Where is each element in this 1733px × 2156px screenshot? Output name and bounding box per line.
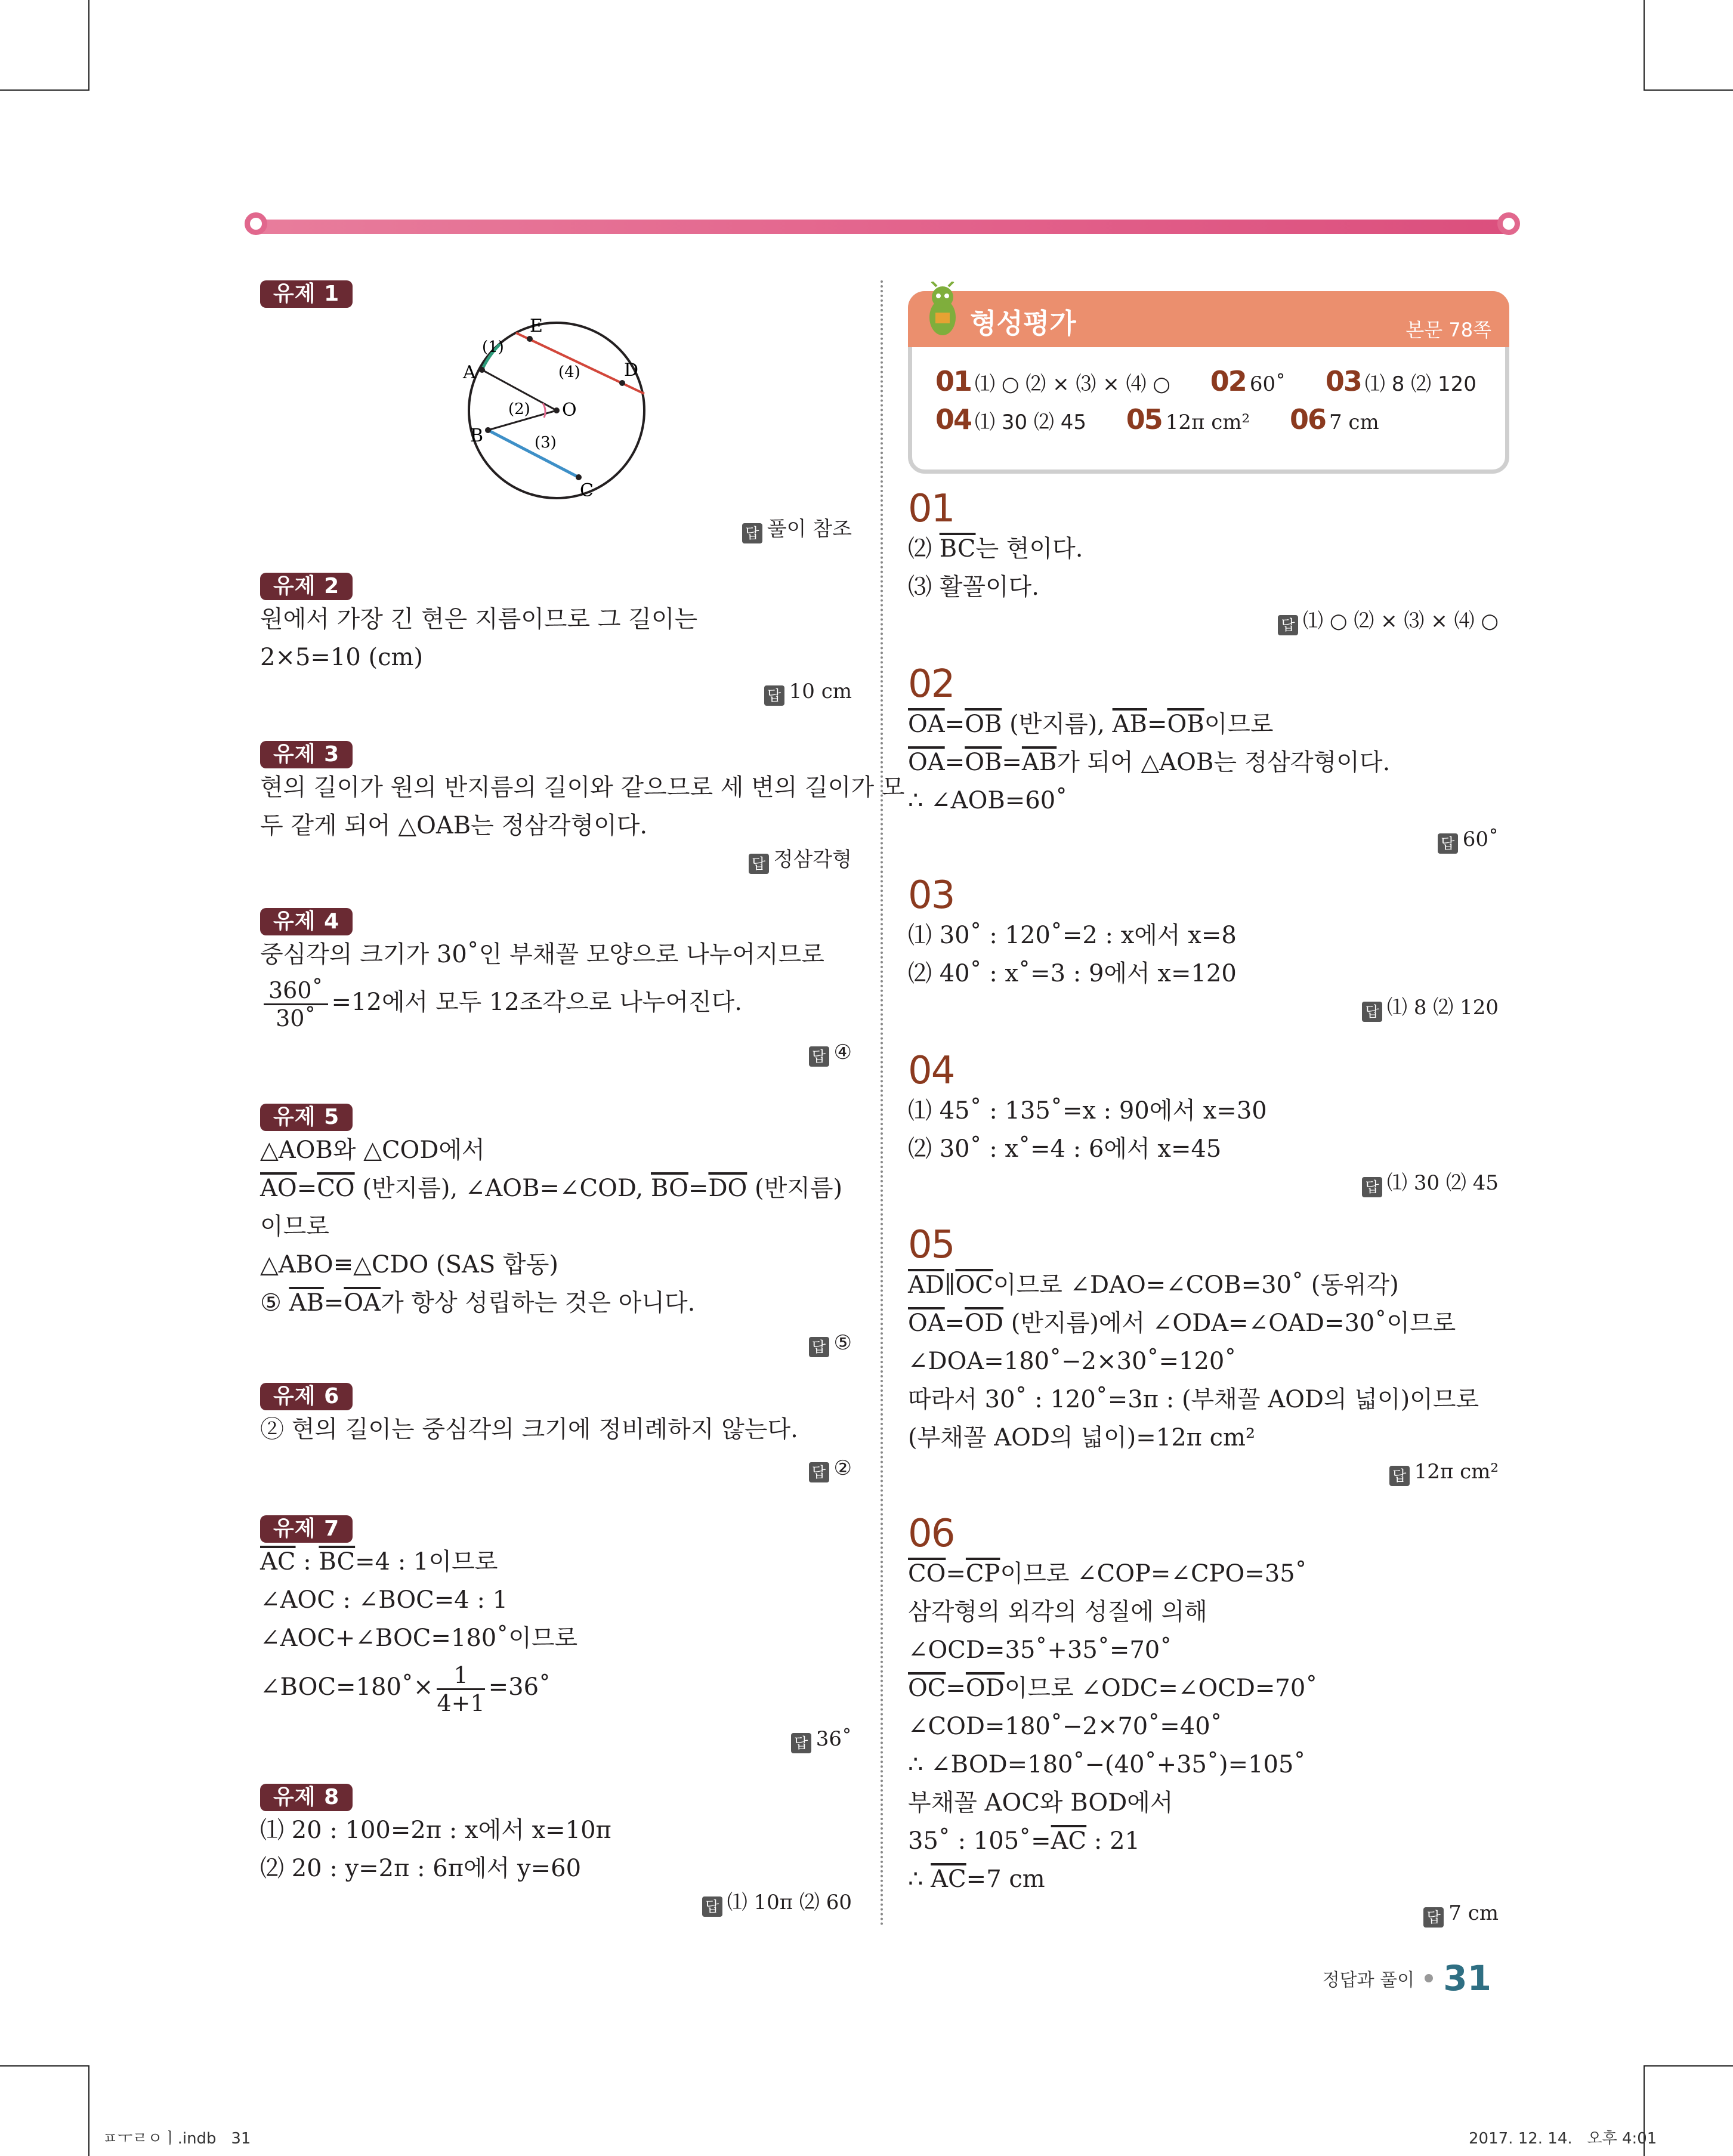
text-line: ∠COD=180˚−2×70˚=40˚ [908, 1713, 1222, 1740]
text-line: $\overline{OC}=\overline{OD}$이므로 ∠ODC=∠OCD=70˚ [908, 1675, 1318, 1702]
text-line: △AOB와 △COD에서 [260, 1136, 485, 1164]
text-line: $\overline{AC}$ : $\overline{BC}=4$ : 1이므로 [260, 1548, 498, 1576]
text-line: ⑶ 활꼴이다. [908, 573, 1039, 601]
marker-2: (2) [508, 400, 530, 418]
answer-line: 답 ④ [260, 1037, 852, 1067]
text-line: 35˚ : $105˚=\overline{AC}$ : 21 [908, 1827, 1140, 1855]
chord-bc [488, 430, 579, 477]
text-line: $\overline{AO}=\overline{CO}$ (반지름), ∠AOB=∠COD, $\overline{BO}=\overline{DO}$ (반지름) [260, 1175, 843, 1202]
page-footer [1312, 1958, 1491, 1999]
answer-line: 답 풀이 참조 [260, 514, 852, 544]
problem-1 [260, 280, 857, 308]
text-line: ∠DOA=180˚−2×30˚=120˚ [908, 1348, 1237, 1375]
crop-mark [88, 2065, 89, 2156]
footer-dot [1425, 1974, 1433, 1982]
text-line: 삼각형의 외각의 성질에 의해 [908, 1598, 1207, 1626]
header-bar [249, 220, 1515, 234]
answer-line: 답 ⑴ ○ ⑵ × ⑶ × ⑷ ○ [908, 606, 1499, 636]
box-page-ref: 본문 78쪽 [1405, 319, 1491, 341]
crop-mark [0, 89, 89, 91]
problem-4 [260, 908, 857, 1067]
answer-line: 답 ⑤ [260, 1328, 852, 1358]
point-b-label: B [470, 425, 484, 446]
summary-row-1: 01 ⑴ ○ ⑵ × ⑶ × ⑷ ○ 02 60˚ 03 ⑴ 8 ⑵ 120 [935, 365, 1476, 397]
problem-8 [260, 1784, 857, 1917]
question-05 [908, 1224, 1503, 1487]
box-title: 형성평가 [970, 307, 1076, 339]
marker-1: (1) [482, 338, 504, 356]
print-timestamp: 2017. 12. 14. 오후 4:01 [1469, 2130, 1657, 2148]
text-line: ⑴ 45˚ : 135˚=x : 90에서 x=30 [908, 1097, 1267, 1125]
print-file-info: ㅍㅜㄹㅇㅣ.indb 31 [103, 2130, 251, 2148]
question-03 [908, 875, 1503, 1023]
crop-mark [0, 2065, 89, 2067]
problem-7 [260, 1515, 857, 1754]
text-line: 원에서 가장 긴 현은 지름이므로 그 길이는 [260, 606, 698, 633]
problem-5 [260, 1104, 857, 1358]
answer-line: 답 60˚ [908, 824, 1499, 854]
text-line: ∴ ∠AOB=60˚ [908, 787, 1068, 814]
text-line: ⑵ 20 : y=2π : 6π에서 y=60 [260, 1855, 582, 1882]
answer-line: 답 12π cm² [908, 1457, 1499, 1487]
question-01 [908, 488, 1503, 636]
text-line: ⑵ 40˚ : x˚=3 : 9에서 x=120 [908, 960, 1237, 987]
text-line: 현의 길이가 원의 반지름의 길이와 같으므로 세 변의 길이가 모 [260, 774, 905, 801]
question-number: 06 [908, 1512, 954, 1556]
text-line: ⑵ $\overline{BC}$는 현이다. [908, 535, 1083, 563]
answer-line: 답 7 cm [908, 1898, 1499, 1928]
text-line: ∠BOC=180˚× $\frac{1}{4+1}$ =36˚ [260, 1661, 551, 1716]
question-number: 04 [908, 1049, 954, 1093]
text-line: 두 같게 되어 △OAB는 정삼각형이다. [260, 812, 648, 839]
fraction: $\frac{1}{4+1}$ [437, 1661, 485, 1716]
answer-line: 답 ⑴ 10π ⑵ 60 [260, 1888, 852, 1917]
question-04 [908, 1050, 1503, 1198]
text-line: ⑴ 20 : 100=2π : x에서 x=10π [260, 1817, 611, 1844]
column-divider [881, 280, 883, 1927]
answer-line: 답 36˚ [260, 1724, 852, 1754]
text-line: $\overline{OA}=\overline{OD}$ (반지름)에서 ∠ODA=∠OAD=30˚이므로 [908, 1309, 1456, 1337]
question-06 [908, 1513, 1503, 1928]
text-line: 2×5=10 (cm) [260, 644, 424, 671]
text-line: ⑴ 30˚ : 120˚=2 : x에서 x=8 [908, 922, 1237, 949]
question-number: 02 [908, 662, 954, 706]
page-number: 31 [1443, 1958, 1491, 1999]
text-line: ∴ $\overline{AC}=7$ cm [908, 1865, 1045, 1893]
fraction: $\frac{360˚}{30˚}$ [264, 977, 328, 1031]
circle-diagram [453, 316, 668, 513]
footer-section: 정답과 풀이 [1322, 1970, 1415, 1991]
problem-label: 유제 1 [260, 280, 353, 308]
question-02 [908, 663, 1503, 854]
crop-mark [88, 0, 89, 89]
bar-end-dot [1497, 212, 1520, 235]
point-a-label: A [463, 362, 476, 383]
problem-label: 유제 5 [260, 1104, 353, 1131]
text-line: ⑤ $\overline{AB}=\overline{OA}$가 항상 성립하는 것은 아니다. [260, 1289, 696, 1317]
problem-label: 유제 4 [260, 908, 353, 935]
answer-line: 답 ⑴ 30 ⑵ 45 [908, 1168, 1499, 1198]
marker-3: (3) [535, 434, 557, 452]
text-line: 이므로 [260, 1213, 329, 1240]
text-line: ∴ ∠BOD=180˚−(40˚+35˚)=105˚ [908, 1751, 1306, 1778]
text-line: △ABO≡△CDO (SAS 합동) [260, 1251, 558, 1278]
problem-label: 유제 2 [260, 573, 353, 600]
problem-3 [260, 741, 905, 875]
summary-row-2: 04 ⑴ 30 ⑵ 45 05 12π cm² 06 7 cm [935, 403, 1379, 435]
answer-line: 답 10 cm [260, 677, 852, 706]
problem-label: 유제 3 [260, 741, 353, 768]
question-number: 01 [908, 487, 954, 531]
point-e-label: E [530, 316, 543, 336]
summary-box-header [908, 291, 1509, 347]
text-line: $\overline{OA}=\overline{OB}$ (반지름), $\overline{AB}=\overline{OB}$이므로 [908, 711, 1274, 738]
point-c-label: C [580, 480, 594, 501]
text-line: $\overline{AD}\parallel\overline{OC}$이므로 ∠DAO=∠COB=30˚ (동위각) [908, 1271, 1399, 1299]
crop-mark [1644, 89, 1733, 91]
marker-4: (4) [558, 363, 580, 381]
text-line: 따라서 30˚ : 120˚=3π : (부채꼴 AOD의 넓이)이므로 [908, 1386, 1479, 1413]
problem-label: 유제 7 [260, 1515, 353, 1543]
text-line: $\frac{360˚}{30˚}$ =12에서 모두 12조각으로 나누어진다. [260, 974, 857, 1031]
text-line: $\overline{CO}=\overline{CP}$이므로 ∠COP=∠CPO=35˚ [908, 1560, 1307, 1587]
point-d-label: D [624, 360, 639, 381]
bar-end-dot [245, 212, 267, 235]
text-line: 중심각의 크기가 30˚인 부채꼴 모양으로 나누어지므로 [260, 941, 824, 968]
text-line: $\overline{OA}=\overline{OB}=\overline{AB}$가 되어 △AOB는 정삼각형이다. [908, 749, 1391, 776]
question-number: 05 [908, 1223, 954, 1267]
text-line: ∠AOC+∠BOC=180˚이므로 [260, 1624, 578, 1652]
text-line: ∠AOC : ∠BOC=4 : 1 [260, 1586, 508, 1614]
central-angle-mark [543, 403, 545, 418]
problem-label: 유제 8 [260, 1784, 353, 1811]
mascot-icon [919, 282, 966, 347]
problem-6 [260, 1383, 857, 1483]
crop-mark [1644, 0, 1645, 89]
answer-line: 답 정삼각형 [260, 845, 852, 875]
question-number: 03 [908, 873, 954, 918]
text-line: 부채꼴 AOC와 BOD에서 [908, 1789, 1173, 1817]
problem-2 [260, 573, 857, 706]
answer-line: 답 ⑴ 8 ⑵ 120 [908, 993, 1499, 1023]
text-line: ∠OCD=35˚+35˚=70˚ [908, 1636, 1172, 1664]
text-line: ⑵ 30˚ : x˚=4 : 6에서 x=45 [908, 1135, 1222, 1163]
answer-line: 답 ② [260, 1453, 852, 1483]
point-o-label: O [562, 400, 577, 421]
crop-mark [1644, 2065, 1733, 2067]
text-line: ② 현의 길이는 중심각의 크기에 정비례하지 않는다. [260, 1416, 798, 1443]
problem-label: 유제 6 [260, 1383, 353, 1410]
text-line: (부채꼴 AOD의 넓이)=12π cm² [908, 1424, 1256, 1451]
